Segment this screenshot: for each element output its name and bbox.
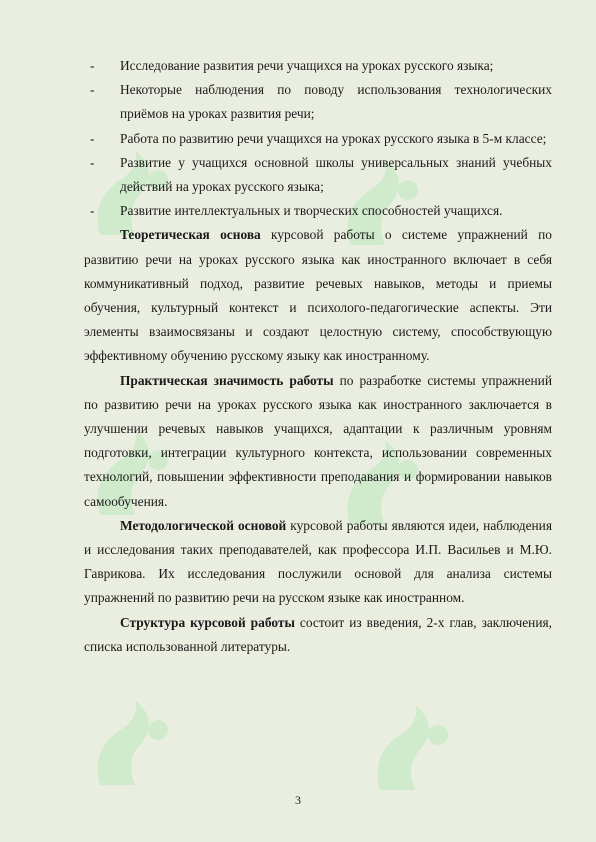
list-item-text: Развитие у учащихся основной школы универсальных знаний учебных действий на уроках русского языка; xyxy=(120,154,552,195)
paragraph-text: курсовой работы о системе упражнений по развитию речи на уроках русского языка как иностранного включает в себя коммуникативный подход, развитие речевых навыков, методы и приемы обучения, культурный контекст и психолого-педагогические аспекты. Эти элементы взаимосвязаны и создают целостную систему, способствующую эффективному обучению русскому языку как иностранному. xyxy=(84,227,552,364)
paragraph-text: состоит из введения, 2-х глав, заключения, списка использованной литературы. xyxy=(84,614,552,654)
paragraph-text: курсовой работы являются идеи, наблюдения и исследования таких преподавателей, как профессора И.П. Васильев и М.Ю. Гаврикова. Их исследования послужили основой для анализа системы упражнений по развитию речи на русском языке как иностранном. xyxy=(84,517,553,606)
list-item xyxy=(84,199,552,223)
bullet-dash: - xyxy=(90,58,95,73)
bullet-list xyxy=(84,54,552,223)
watermark-logo-icon xyxy=(80,690,190,800)
list-item xyxy=(84,78,552,126)
bullet-dash: - xyxy=(90,203,95,219)
paragraph-methodological-basis xyxy=(84,514,552,611)
watermark-logo-icon xyxy=(360,695,470,805)
paragraph-heading: Теоретическая основа xyxy=(120,227,261,243)
paragraph-text: по разработке системы упражнений по развитию речи на уроках русского языка как иностранного заключается в улучшении речевых навыков учащихся, адаптации к различным уровням подготовки, интеграции культурного контекста, использовании современных технологий, повышении эффективности преподавания и формировании навыков самообучения. xyxy=(84,372,553,509)
bullet-dash: - xyxy=(90,82,95,98)
paragraph-structure xyxy=(84,611,552,659)
bullet-dash: - xyxy=(90,130,95,146)
list-item-text: Исследование развития речи учащихся на уроках русского языка; xyxy=(120,58,494,73)
bullet-dash: - xyxy=(90,154,95,170)
paragraph-heading: Практическая значимость работы xyxy=(120,372,334,388)
list-item xyxy=(84,54,552,78)
paragraph-heading: Структура курсовой работы xyxy=(120,614,295,630)
document-body xyxy=(84,54,552,659)
paragraph-heading: Методологической основой xyxy=(120,517,287,533)
page-number: 3 xyxy=(295,793,301,807)
paragraph-practical-significance xyxy=(84,369,552,514)
list-item xyxy=(84,151,552,199)
list-item xyxy=(84,127,552,151)
list-item-text: Развитие интеллектуальных и творческих способностей учащихся. xyxy=(120,203,503,219)
list-item-text: Некоторые наблюдения по поводу использования технологических приёмов на уроках развития речи; xyxy=(120,82,552,122)
paragraph-theoretical-basis xyxy=(84,223,552,368)
list-item-text: Работа по развитию речи учащихся на уроках русского языка в 5-м классе; xyxy=(120,130,547,146)
